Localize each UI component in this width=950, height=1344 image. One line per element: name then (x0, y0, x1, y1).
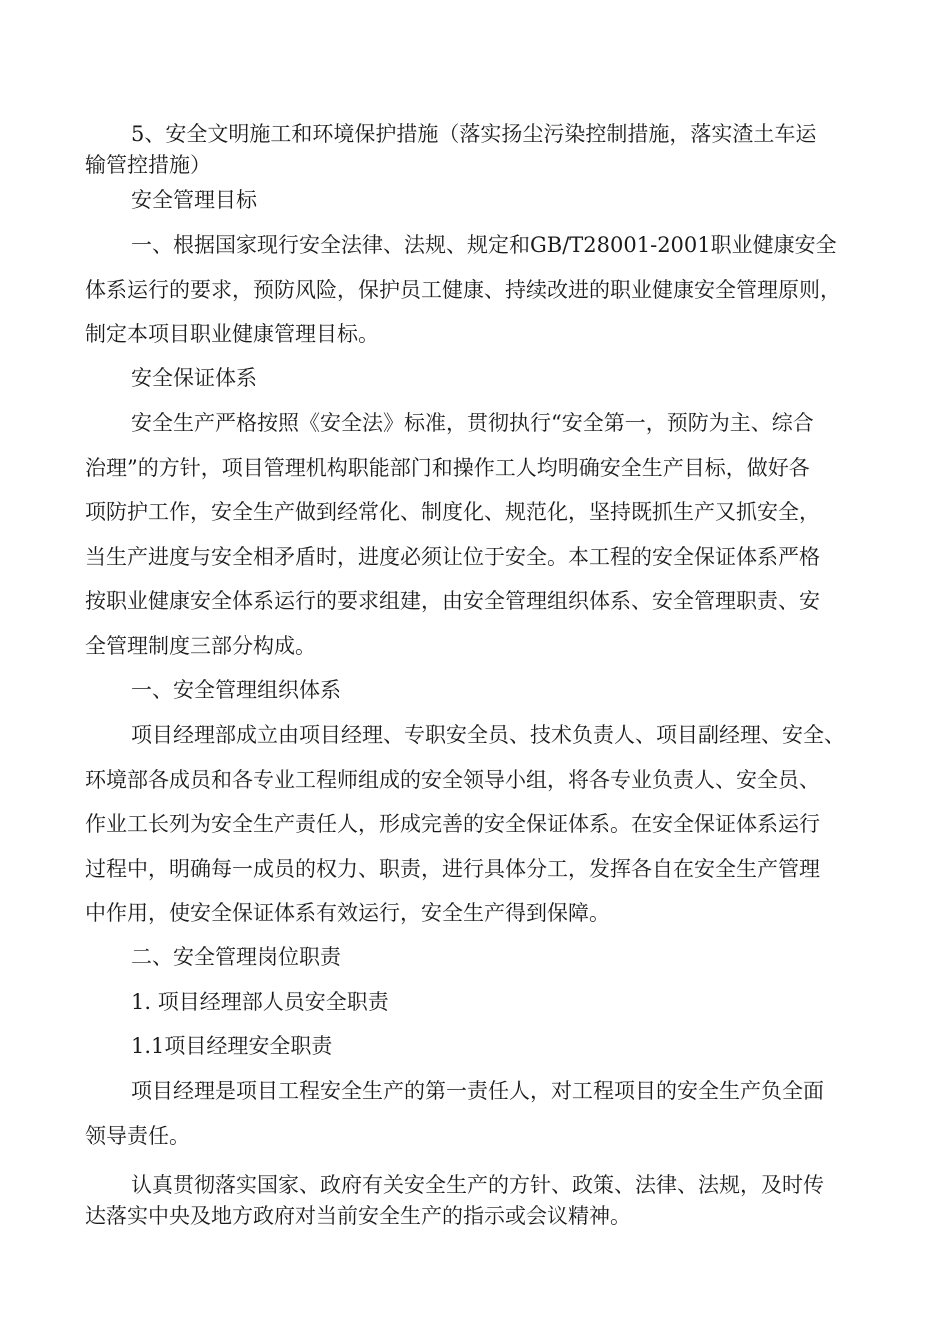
heading-safety-assurance-system (85, 356, 875, 401)
text-line: 安全生产严格按照《安全法》标准，贯彻执行“安全第一，预防为主、综合 (131, 411, 814, 435)
text-line: 安全管理目标 (131, 188, 257, 212)
heading-staff-safety-duties (85, 980, 875, 1025)
paragraph-first-responsible-person (85, 1069, 875, 1158)
text-line: 制定本项目职业健康管理目标。 (85, 322, 379, 346)
text-line: 体系运行的要求，预防风险，保护员工健康、持续改进的职业健康安全管理原则， (85, 277, 841, 302)
text-line: 达落实中央及地方政府对当前安全生产的指示或会议精神。 (85, 1204, 631, 1228)
text-line: 过程中，明确每一成员的权力、职责，进行具体分工，发挥各自在安全生产管理 (85, 856, 820, 881)
paragraph-leadership-group (85, 713, 875, 936)
text-line: 5、安全文明施工和环境保护措施（落实扬尘污染控制措施，落实渣土车运 (131, 122, 817, 146)
heading-post-responsibilities (85, 935, 875, 980)
text-line: 项目经理是项目工程安全生产的第一责任人，对工程项目的安全生产负全面 (131, 1079, 824, 1103)
text-line: 1.1项目经理安全职责 (131, 1034, 333, 1058)
heading-project-manager-duties (85, 1024, 875, 1069)
text-line: 一、安全管理组织体系 (131, 678, 341, 702)
text-line: 按职业健康安全体系运行的要求组建，由安全管理组织体系、安全管理职责、安 (85, 589, 820, 613)
text-line: 一、根据国家现行安全法律、法规、规定和GB/T28001-2001职业健康安全 (131, 233, 837, 257)
text-line: 项防护工作，安全生产做到经常化、制度化、规范化，坚持既抓生产又抓安全， (85, 500, 820, 524)
text-line: 作业工长列为安全生产责任人，形成完善的安全保证体系。在安全保证体系运行 (85, 812, 820, 836)
text-line: 1. 项目经理部人员安全职责 (131, 990, 389, 1014)
heading-safety-management-goal (85, 178, 875, 223)
text-line: 治理”的方针，项目管理机构职能部门和操作工人均明确安全生产目标，做好各 (85, 455, 810, 480)
text-line: 环境部各成员和各专业工程师组成的安全领导小组，将各专业负责人、安全员、 (85, 767, 820, 792)
text-line: 安全保证体系 (131, 366, 257, 390)
paragraph-goal-basis (85, 223, 875, 357)
text-line: 全管理制度三部分构成。 (85, 633, 316, 658)
text-line: 当生产进度与安全相矛盾时，进度必须让位于安全。本工程的安全保证体系严格 (85, 544, 820, 569)
text-line: 二、安全管理岗位职责 (131, 945, 341, 969)
heading-organization-system (85, 668, 875, 713)
text-line: 认真贯彻落实国家、政府有关安全生产的方针、政策、法律、法规，及时传 (131, 1173, 824, 1197)
paragraph-safety-measures-heading (85, 119, 875, 181)
text-line: 领导责任。 (85, 1123, 190, 1148)
paragraph-implement-policies (85, 1170, 875, 1232)
text-line: 输管控措施） (85, 153, 211, 177)
text-line: 项目经理部成立由项目经理、专职安全员、技术负责人、项目副经理、安全、 (131, 723, 845, 747)
text-line: 中作用，使安全保证体系有效运行，安全生产得到保障。 (85, 901, 610, 925)
paragraph-safety-production-policy (85, 401, 875, 668)
